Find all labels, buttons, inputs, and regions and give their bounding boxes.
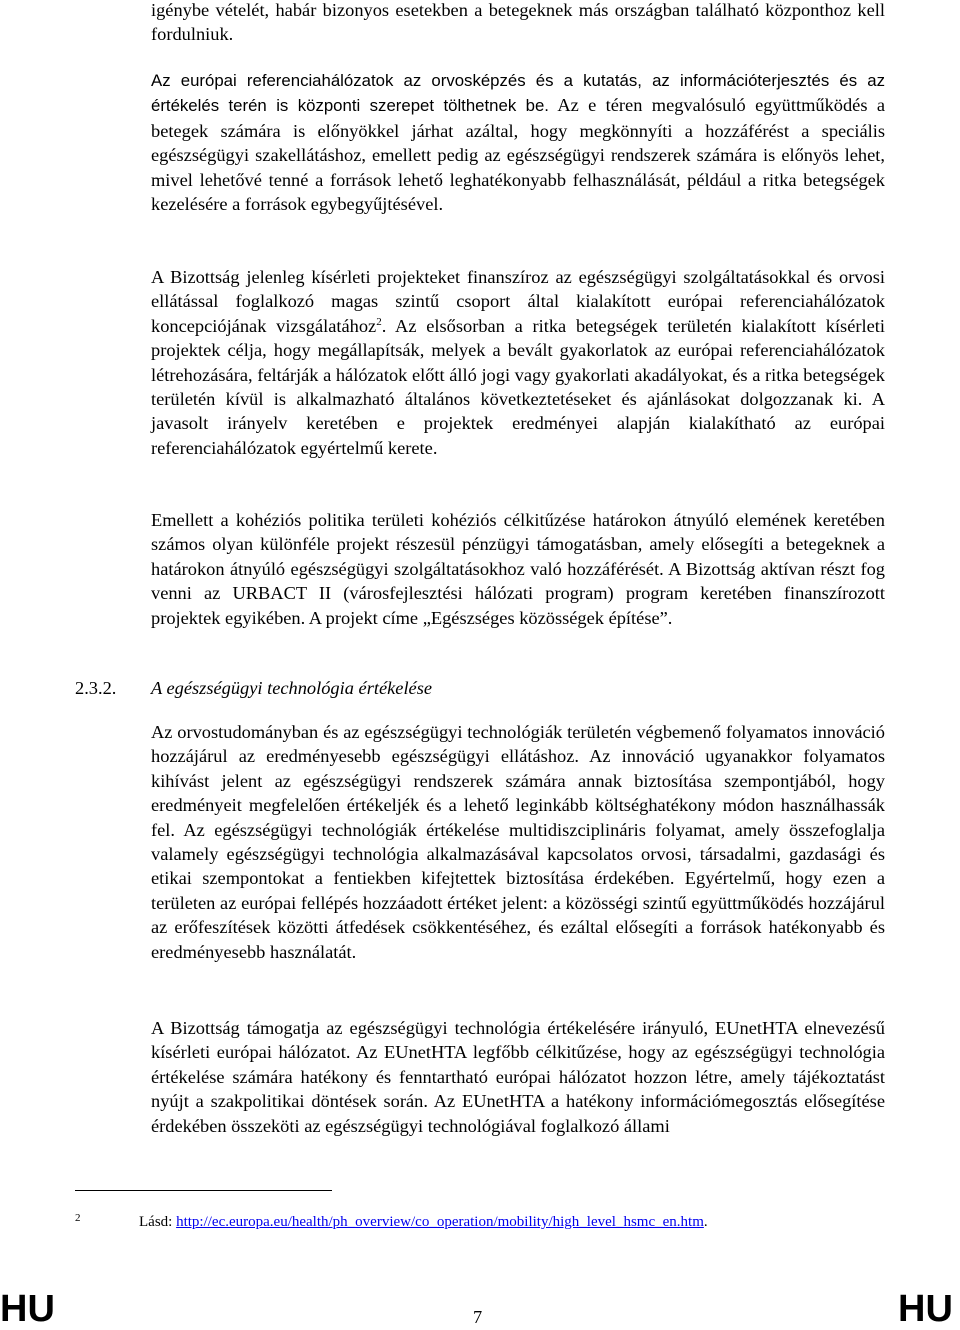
footnote-link[interactable]: http://ec.europa.eu/health/ph_overview/co_operation/mobility/high_level_hsmc_en.htm: [176, 1214, 704, 1230]
paragraph-text: Emellett a kohéziós politika területi kohéziós célkitűzése határokon átnyúló elemének keretében számos olyan különféle projekt részesül pénzügyi támogatásban, amely elősegíti a betegeknek a határokon átnyúló egészségügyi szolgáltatásokhoz való hozzáférését. A Bizottság aktívan részt fog venni az URBACT II (városfejlesztési hálózati program) program keretében finanszírozott projektek egyikében. A projekt címe „Egészséges közösségek építése”.: [151, 510, 885, 628]
paragraph-technology-assessment: [151, 720, 885, 964]
footnote-mark: 2: [75, 1212, 81, 1224]
paragraph-text: Az orvostudományban és az egészségügyi technológiák területén végbemenő folyamatos innováció hozzájárul az eredményesebb egészségügyi ellátáshoz. Az innováció ugyanakkor folyamatos kihívást jelent az egészségügyi rendszerek számára annak biztosítása szempontjából, hogy eredményeit megfelelően értékeljék és a lehető leginkább költséghatékony módon használhassák fel. Az egészségügyi technológiák értékelése multidiszciplináris folyamat, amely összefoglalja valamely egészségügyi technológia alkalmazásával kapcsolatos orvosi, társadalmi, gazdasági és etikai szempontokat a fentiekben kifejtettek biztosítása érdekében. Egyértelmű, hogy ezen a területen az európai fellépés hozzáadott értéket jelent: a közösségi szintű együttműködés hozzájárul az erőfeszítések közötti átfedések csökkentéséhez, és ezáltal elősegíti a források hatékonyabb és eredményesebb használatát.: [151, 722, 885, 962]
paragraph-text: igénybe vételét, habár bizonyos esetekben a betegeknek más országban található központhoz kell fordulniuk.: [151, 0, 885, 45]
page-number: 7: [473, 1307, 483, 1327]
paragraph-text: A Bizottság jelenleg kísérleti projekteket finanszíroz az egészségügyi szolgáltatásokkal és orvosi ellátással foglalkozó magas szintű csoport által kialakított európai referenciahálózatok koncepciójának vizsgálatához: [151, 267, 885, 336]
section-number: 2.3.2.: [75, 678, 117, 698]
footnote-prefix: Lásd:: [139, 1214, 177, 1230]
footer-language-left: HU: [0, 1288, 55, 1330]
paragraph-pilot-projects: [151, 265, 885, 460]
paragraph-text: A Bizottság támogatja az egészségügyi technológia értékelésére irányuló, EUnetHTA elnevezésű kísérleti európai hálózatot. Az EUnetHTA legfőbb célkitűzése, hogy az egészségügyi technológia értékelése számára hatékony és fenntartható európai hálózatot hozzon létre, amely tájékoztatást nyújt a szakpolitikai döntések során. Az EUnetHTA a hatékony információmegosztás elősegítése érdekében összeköti az egészségügyi technológiával foglalkozó állami: [151, 1018, 885, 1136]
footnote-reference[interactable]: 2: [376, 315, 382, 328]
footnote-text: [139, 1212, 708, 1232]
paragraph-eunethta: [151, 1016, 885, 1138]
paragraph-reference-networks: [151, 68, 885, 216]
paragraph-text: Az e téren megvalósuló együttműködés a betegek számára is előnyökkel járhat azáltal, hogy megkönnyíti a hozzáférést a speciális egészségügyi szakellátáshoz, emellett pedig az egészségügyi rendszerek számára is előnyös lehet, mivel lehetővé tenné a források lehető leghatékonyabb felhasználását, például a ritka betegségek kezelésére a források egybegyűjtésével.: [151, 95, 886, 215]
footnote-divider: [75, 1190, 332, 1191]
paragraph-text-sans: Az európai referenciahálózatok az orvosképzés és a kutatás, az információterjesztés és az értékelés terén is központi szerepet tölthetnek be.: [151, 71, 885, 116]
footnote-suffix: .: [703, 1214, 708, 1230]
section-title: A egészségügyi technológia értékelése: [151, 678, 433, 698]
paragraph-cohesion-policy: [151, 508, 885, 630]
footer-language-right: HU: [898, 1288, 953, 1330]
paragraph-continuation: [151, 0, 885, 47]
paragraph-text: . Az elsősorban a ritka betegségek területén kialakított kísérleti projektek célja, hogy megállapítsák, melyek a bevált gyakorlatok az európai referenciahálózatok létrehozására, feltárják a hálózatok előtt álló jogi vagy gyakorlati akadályokat, és a ritka betegségek területén kívül is alkalmazható általános következtetéseket és ajánlásokat dolgozzanak ki. A javasolt irányelv keretében e projektek eredményei alapján kialakítható az európai referenciahálózatok egyértelmű kerete.: [151, 315, 885, 458]
